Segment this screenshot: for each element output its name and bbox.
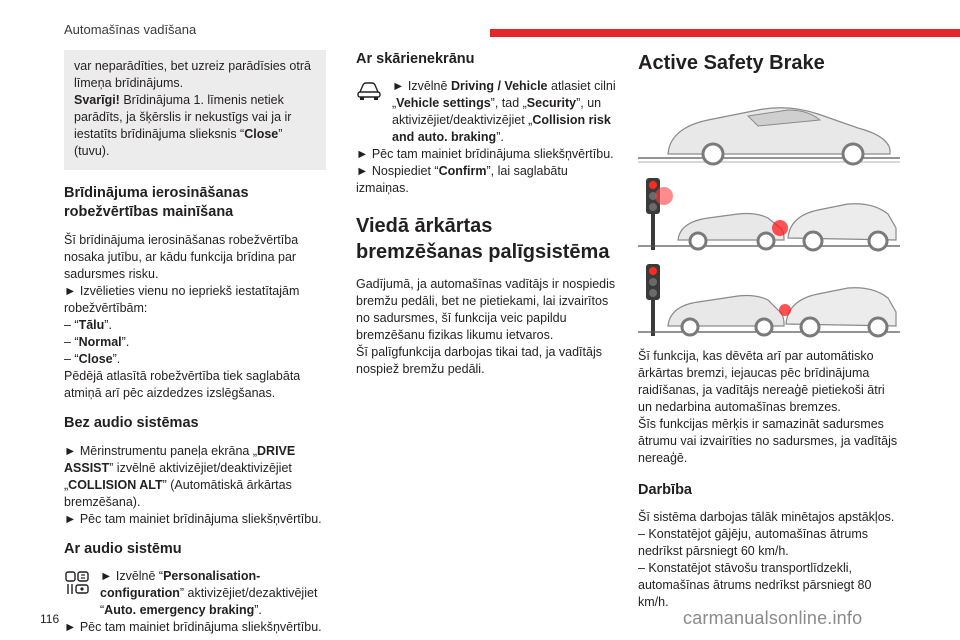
step-text: ” izvēlnē aktivizējiet/deaktivizējiet „ xyxy=(64,461,292,492)
touchscreen-step xyxy=(392,78,618,146)
with-audio-step xyxy=(100,568,326,619)
step-bold: Driving / Vehicle xyxy=(450,79,548,93)
step-text: Pēc tam mainiet brīdinājuma sliekšņvērtību. xyxy=(76,512,322,526)
asb-p1: Šī funkcija, kas dēvēta arī par automātisko ārkārtas bremzi, iejaucas pēc brīdinājuma raidīšanas, ja vadītājs nereaģē pietiekoši ātri un nedarbina automašīnas bremzes. xyxy=(638,349,885,414)
threshold-body xyxy=(64,232,326,402)
bullet-arrow: ► xyxy=(356,164,369,178)
threshold-intro: Šī brīdinājuma ierosināšanas robežvērtība nosaka jutību, ar kādu funkcija brīdina par sadursmes risku. xyxy=(64,233,299,281)
smart-brake-p1: Gadījumā, ja automašīnas vadītājs ir nospiedis bremžu pedāli, bet ne pietiekami, lai izvairītos no sadursmes, šī funkcija veic papildu bremzēšanu fizikas likumu ietvaros. xyxy=(356,277,616,342)
step-text: Izvēlnē “ xyxy=(112,569,164,583)
dash: – xyxy=(638,527,645,541)
no-audio-step xyxy=(64,511,326,528)
threshold-select-text: Izvēlieties vienu no iepriekš iestatītajām robežvērtībām: xyxy=(64,284,300,315)
step-text: ”, lai saglabātu izmaiņas. xyxy=(356,164,568,195)
page-number: 116 xyxy=(40,612,60,626)
threshold-footer: Pēdējā atlasītā robežvērtība tiek saglabāta atmiņā arī pēc aizdedzes izslēgšanas. xyxy=(64,369,301,400)
touchscreen-step xyxy=(356,163,618,197)
threshold-option: – “Close”. xyxy=(64,352,121,366)
bullet-arrow: ► xyxy=(392,79,405,93)
smart-brake-heading: Viedā ārkārtas bremzēšanas palīgsistēma xyxy=(356,215,610,263)
with-audio-heading: Ar audio sistēmu xyxy=(64,541,182,557)
no-audio-body xyxy=(64,443,326,528)
step-bold: COLLISION ALT xyxy=(68,478,163,492)
step-bold: Security xyxy=(526,96,577,110)
operation-intro: Šī sistēma darbojas tālāk minētajos apstākļos. xyxy=(638,510,895,524)
illustration-pedestrian xyxy=(638,88,900,166)
bullet-arrow: ► xyxy=(100,569,113,583)
running-header: Automašīnas vadīšana xyxy=(64,22,197,37)
option-value: Tālu xyxy=(78,318,105,332)
step-text: ”. xyxy=(496,130,504,144)
item-text: Konstatējot gājēju, automašīnas ātrums nedrīkst pārsniegt 60 km/h. xyxy=(638,527,868,558)
threshold-select xyxy=(64,283,326,317)
step-text: Mērinstrumentu paneļa ekrāna „ xyxy=(76,444,258,458)
important-value: Close xyxy=(244,127,279,141)
step-text: ”, un aktivizējiet/deaktivizējiet „ xyxy=(392,96,602,127)
step-bold: Auto. emergency braking xyxy=(104,603,255,617)
threshold-heading: Brīdinājuma ierosināšanas robežvērtības mainīšana xyxy=(64,185,249,220)
note-box xyxy=(64,50,326,170)
step-text: Pēc tam mainiet brīdinājuma sliekšņvērtību. xyxy=(368,147,614,161)
with-audio-step xyxy=(64,619,326,636)
step-bold: Collision risk and auto. braking xyxy=(392,113,611,144)
step-text: ”. xyxy=(254,603,262,617)
middle-column xyxy=(356,50,618,378)
threshold-option: – “Normal”. xyxy=(64,335,130,349)
step-text: Pēc tam mainiet brīdinājuma sliekšņvērtību. xyxy=(76,620,322,634)
important-end: ” (tuvu). xyxy=(74,127,283,158)
important-label: Svarīgi! xyxy=(74,93,120,107)
step-bold: DRIVE ASSIST xyxy=(64,444,296,475)
step-text: ” (Automātiskā ārkārtas bremzēšana). xyxy=(64,478,292,509)
bullet-arrow: ► xyxy=(64,284,77,298)
operation-item xyxy=(638,560,900,611)
step-bold: Personalisation-configuration xyxy=(100,569,261,600)
asb-p2: Šīs funkcijas mērķis ir samazināt sadursmes ātrumu vai izvairīties no sadursmes, ja vadītājs nereaģē. xyxy=(638,417,898,465)
touchscreen-step xyxy=(356,146,618,163)
smart-brake-p2: Šī palīgfunkcija darbojas tikai tad, ja vadītājs nospiež bremžu pedāli. xyxy=(356,345,602,376)
step-text: Izvēlnē xyxy=(404,79,451,93)
note-important xyxy=(74,92,316,160)
no-audio-step xyxy=(64,443,326,511)
car-icon xyxy=(356,80,382,107)
note-line: var neparādīties, bet uzreiz parādīsies otrā līmeņa brīdinājums. xyxy=(74,59,311,90)
illustration-vehicle-close xyxy=(638,260,900,338)
left-column xyxy=(64,50,326,636)
touchscreen-heading: Ar skārienekrānu xyxy=(356,51,475,67)
threshold-option: – “Tālu”. xyxy=(64,318,112,332)
audio-system-icon xyxy=(64,570,90,601)
bullet-arrow: ► xyxy=(64,512,77,526)
option-value: Normal xyxy=(78,335,122,349)
with-audio-row xyxy=(64,568,326,619)
operation-heading: Darbība xyxy=(638,482,692,498)
step-bold: Confirm xyxy=(438,164,487,178)
important-text: Brīdinājuma 1. līmenis netiek parādīts, ja šķērslis ir nekustīgs vai ja ir iestatīts brīdinājuma slieksnis “ xyxy=(74,93,292,141)
dash: – xyxy=(64,352,71,366)
touchscreen-row xyxy=(356,78,618,146)
header-accent-bar xyxy=(490,29,960,37)
illustration-vehicle-ahead xyxy=(638,174,900,252)
dash: – xyxy=(64,335,71,349)
step-text: atlasiet cilni „ xyxy=(392,79,616,110)
right-column xyxy=(638,50,900,611)
operation-item xyxy=(638,526,900,560)
option-value: Close xyxy=(78,352,113,366)
dash: – xyxy=(64,318,71,332)
item-text: Konstatējot stāvošu transportlīdzekli, automašīnas ātrums nedrīkst pārsniegt 80 km/h. xyxy=(638,561,872,609)
step-bold: Vehicle settings xyxy=(396,96,491,110)
step-text: ”, tad „ xyxy=(490,96,527,110)
with-audio-body xyxy=(64,568,326,636)
step-text: ” aktivizējiet/dezaktivējiet “ xyxy=(100,586,318,617)
bullet-arrow: ► xyxy=(64,620,77,634)
bullet-arrow: ► xyxy=(64,444,77,458)
asb-heading: Active Safety Brake xyxy=(638,52,825,74)
dash: – xyxy=(638,561,645,575)
bullet-arrow: ► xyxy=(356,147,369,161)
step-text: Nospiediet “ xyxy=(368,164,439,178)
no-audio-heading: Bez audio sistēmas xyxy=(64,415,199,431)
watermark: carmanualsonline.info xyxy=(683,608,863,628)
touchscreen-body xyxy=(356,78,618,197)
